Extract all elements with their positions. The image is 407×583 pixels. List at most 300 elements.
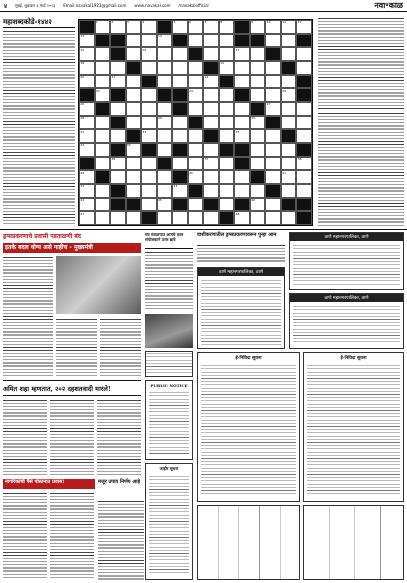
crossword-black-cell — [265, 47, 281, 61]
crossword-black-cell — [296, 143, 312, 157]
crossword-cell — [188, 61, 204, 75]
crossword-cell — [157, 47, 173, 61]
mid-photo — [145, 314, 193, 348]
crossword-clue-number: 14 — [157, 33, 162, 38]
crossword-cell — [95, 47, 111, 61]
crossword-cell — [296, 116, 312, 130]
cm-story-photo — [56, 256, 141, 314]
amit-shah-col-2 — [50, 399, 94, 475]
crossword-cell — [265, 198, 281, 212]
crossword-cell — [126, 88, 142, 102]
crossword-cell — [157, 116, 173, 130]
crossword-clue-number: 4 — [142, 20, 145, 25]
crossword-cell — [296, 184, 312, 198]
crossword-clue-number: 23 — [95, 88, 100, 93]
crossword-cell — [265, 75, 281, 89]
crossword-cell — [234, 211, 250, 225]
crossword-cell — [126, 211, 142, 225]
crossword-cell — [172, 20, 188, 34]
crossword-black-cell — [126, 61, 142, 75]
crossword-cell — [141, 47, 157, 61]
cm-headline-2: इतके बदल योग्य असे नाहीच - मुख्यमंत्री — [3, 243, 141, 253]
crossword-cell — [172, 129, 188, 143]
crossword-cell — [203, 211, 219, 225]
top-right-headline: वाशीकरणातील ड्रग्सप्रकरणावरून पुन्हा आम — [197, 232, 277, 238]
crossword-black-cell — [110, 47, 126, 61]
crossword-clue-number: 5 — [173, 20, 176, 25]
crossword-black-cell — [234, 143, 250, 157]
section-divider — [0, 229, 407, 230]
crossword-cell — [281, 116, 297, 130]
crossword-black-cell — [110, 34, 126, 48]
social-line: /navakalofficial — [178, 3, 209, 8]
crossword-cell — [203, 170, 219, 184]
crossword-cell — [95, 157, 111, 171]
crossword-cell — [126, 143, 142, 157]
crossword-cell — [172, 61, 188, 75]
crossword-cell — [141, 198, 157, 212]
cm-story-col-3 — [100, 318, 141, 376]
bottom-mid-col — [98, 500, 144, 580]
crossword-cell — [188, 157, 204, 171]
crossword-black-cell — [141, 143, 157, 157]
crossword-cell — [296, 129, 312, 143]
crossword-black-cell — [281, 129, 297, 143]
tender-notice-1 — [197, 352, 300, 502]
crossword-cell — [79, 129, 95, 143]
mid-headline: मंत्र मंत्रालयात आमचे काम संयोजकाने उत्तर द्यावे — [145, 232, 193, 249]
public-notice-title: PUBLIC NOTICE — [150, 383, 188, 388]
crossword-cell — [234, 170, 250, 184]
crossword-black-cell — [296, 198, 312, 212]
crossword-cell — [219, 88, 235, 102]
crossword-cell — [203, 157, 219, 171]
crossword-black-cell — [219, 143, 235, 157]
crossword-black-cell — [157, 20, 176, 34]
amit-shah-headline: अमित शहा म्हणतात, २०२ दहशतवादी मारले! — [3, 380, 141, 396]
crossword-cell — [95, 143, 111, 157]
thane-notice-3-title: ठाणे महानगरपालिका, ठाणे — [290, 294, 403, 302]
crossword-clue-number: 25 — [282, 88, 287, 93]
crossword-cell — [219, 116, 235, 130]
crossword-cell — [265, 88, 281, 102]
crossword-cell — [172, 47, 188, 61]
thane-notice-2 — [289, 232, 404, 290]
bottom-table-2 — [303, 505, 404, 580]
crossword-clues-left — [3, 30, 75, 226]
thane-notice-1 — [197, 267, 285, 349]
crossword-clue-number: 29 — [157, 115, 162, 120]
crossword-cell — [281, 170, 297, 184]
crossword-cell — [219, 129, 235, 143]
crossword-cell — [95, 116, 111, 130]
crossword-clue-number: 8 — [220, 20, 223, 25]
crossword-black-cell — [157, 157, 173, 171]
crossword-cell — [250, 47, 266, 61]
crossword-cell — [234, 129, 250, 143]
crossword-black-cell — [95, 102, 111, 116]
crossword-cell — [281, 143, 297, 157]
crossword-cell — [281, 47, 297, 61]
crossword-clue-number: 15 — [80, 47, 85, 52]
crossword-cell — [281, 211, 297, 225]
crossword-clue-number: 12 — [297, 20, 302, 25]
crossword-cell — [110, 129, 126, 143]
crossword-clue-number: 44 — [80, 197, 85, 202]
crossword-black-cell — [234, 88, 250, 102]
crossword-cell — [219, 198, 235, 212]
crossword-cell — [188, 34, 204, 48]
crossword-cell — [172, 211, 188, 225]
bottom-left-headline: नागरिकांची पैसे पोस्तनात प्रवास! — [3, 479, 95, 489]
crossword-black-cell — [141, 75, 157, 89]
thane-notice-3 — [289, 293, 404, 349]
crossword-cell — [126, 157, 142, 171]
crossword-cell — [234, 116, 250, 130]
crossword-cell — [157, 61, 173, 75]
crossword-cell — [219, 34, 235, 48]
crossword-cell — [157, 143, 173, 157]
thane-notice-3-body — [293, 305, 400, 345]
crossword-cell — [79, 47, 95, 61]
crossword-clue-number: 19 — [220, 61, 224, 66]
crossword-cell — [141, 184, 157, 198]
crossword-cell — [126, 116, 142, 130]
crossword-cell — [188, 88, 204, 102]
crossword-cell — [250, 129, 266, 143]
crossword-clue-number: 31 — [80, 129, 85, 134]
thane-notice-1-body — [201, 279, 281, 345]
crossword-cell — [79, 34, 95, 48]
crossword-clue-number: 35 — [126, 143, 131, 148]
bottom-mid-headline: मजूर उपाय निर्णय आहे — [98, 479, 141, 485]
small-notice-title: जाहीर सूचना — [159, 466, 179, 471]
crossword-cell — [203, 75, 219, 89]
amit-shah-col-3 — [97, 399, 141, 475]
crossword-clue-number: 20 — [80, 74, 85, 79]
crossword-cell — [110, 211, 126, 225]
date-line: मुंबई, शुक्रवार ३ मार्च २०२३ — [15, 2, 56, 8]
crossword-cell — [234, 61, 250, 75]
crossword-cell — [95, 211, 111, 225]
crossword-clue-number: 11 — [282, 20, 287, 25]
crossword-cell — [110, 20, 126, 34]
crossword-black-cell — [188, 116, 204, 130]
crossword-cell — [95, 198, 111, 212]
crossword-clue-number: 43 — [173, 184, 178, 189]
crossword-cell — [265, 34, 281, 48]
top-right-story — [197, 244, 285, 264]
crossword-cell — [141, 157, 157, 171]
thane-notice-2-body — [293, 244, 400, 286]
crossword-cell — [141, 102, 157, 116]
crossword-cell — [126, 102, 142, 116]
crossword-clue-number: 16 — [142, 47, 147, 52]
crossword-cell — [157, 129, 173, 143]
crossword-cell — [219, 157, 235, 171]
crossword-cell — [250, 184, 266, 198]
masthead: नवा॰काळ — [374, 0, 403, 10]
crossword-cell — [172, 75, 188, 89]
crossword-cell — [141, 116, 157, 130]
crossword-cell — [95, 61, 111, 75]
crossword-cell — [157, 34, 173, 48]
crossword-black-cell — [95, 34, 111, 48]
crossword-cell — [203, 20, 219, 34]
crossword-cell — [157, 170, 173, 184]
crossword-cell — [203, 47, 219, 61]
crossword-black-cell — [172, 143, 188, 157]
crossword-cell — [126, 20, 145, 34]
crossword-cell — [110, 75, 126, 89]
crossword-black-cell — [219, 211, 235, 225]
tender-2-body — [307, 364, 400, 496]
crossword-cell — [203, 88, 219, 102]
crossword-cell — [141, 170, 157, 184]
mid-story — [145, 251, 193, 311]
crossword-cell — [219, 184, 235, 198]
crossword-cell — [234, 102, 250, 116]
crossword-cell — [219, 61, 235, 75]
crossword-cell — [281, 88, 297, 102]
crossword-cell — [265, 61, 281, 75]
crossword-cell — [141, 129, 157, 143]
crossword-cell — [141, 61, 157, 75]
crossword-cell — [281, 157, 297, 171]
crossword-black-cell — [110, 143, 126, 157]
crossword-clue-number: 47 — [80, 211, 85, 216]
crossword-cell — [203, 143, 219, 157]
crossword-cell — [296, 61, 312, 75]
cm-headline-1: ड्रग्सप्रकरणाचे प्रवासी पडताळणी बंद — [3, 233, 81, 240]
crossword-cell — [79, 198, 95, 212]
crossword-cell — [157, 75, 173, 89]
crossword-clue-number: 1 — [95, 20, 98, 25]
crossword-cell — [79, 143, 95, 157]
crossword-cell — [188, 198, 204, 212]
crossword-grid — [78, 19, 313, 226]
crossword-black-cell — [250, 170, 266, 184]
crossword-cell — [188, 75, 204, 89]
crossword-cell — [157, 184, 173, 198]
crossword-black-cell — [126, 198, 142, 212]
crossword-cell — [203, 34, 219, 48]
crossword-clue-number: 30 — [251, 115, 255, 120]
crossword-cell — [265, 170, 281, 184]
crossword-black-cell — [157, 88, 173, 102]
crossword-cell — [188, 143, 204, 157]
crossword-cell — [188, 20, 204, 34]
crossword-cell — [110, 157, 126, 171]
crossword-black-cell — [250, 34, 266, 48]
crossword-black-cell — [203, 61, 219, 75]
crossword-clue-number: 33 — [235, 129, 240, 134]
crossword-cell — [296, 170, 312, 184]
small-notice-body — [149, 475, 189, 575]
crossword-clues-right-2 — [318, 112, 404, 226]
crossword-black-cell — [203, 198, 219, 212]
crossword-black-cell — [296, 88, 312, 102]
crossword-black-cell — [172, 102, 188, 116]
bottom-left-col-1 — [3, 492, 47, 580]
bottom-table-1 — [197, 505, 300, 580]
crossword-cell — [219, 47, 235, 61]
crossword-cell — [250, 143, 266, 157]
crossword-cell — [250, 211, 266, 225]
crossword-black-cell — [265, 116, 281, 130]
crossword-black-cell — [281, 198, 297, 212]
tender-notice-2 — [303, 352, 404, 502]
crossword-cell — [265, 157, 281, 171]
crossword-cell — [141, 34, 157, 48]
crossword-black-cell — [110, 116, 126, 130]
crossword-black-cell — [188, 184, 204, 198]
crossword-cell — [79, 211, 95, 225]
crossword-cell — [79, 184, 95, 198]
crossword-cell — [110, 170, 126, 184]
crossword-cell — [281, 184, 297, 198]
crossword-cell — [234, 75, 250, 89]
crossword-clue-number: 27 — [266, 102, 271, 107]
crossword-cell — [219, 170, 235, 184]
crossword-cell — [95, 129, 111, 143]
web-line: www.navakal.com — [134, 3, 171, 8]
crossword-clue-number: 2 — [111, 20, 114, 25]
crossword-cell — [296, 20, 312, 34]
crossword-black-cell — [234, 198, 250, 212]
crossword-black-cell — [110, 88, 126, 102]
crossword-cell — [95, 184, 111, 198]
crossword-cell — [188, 211, 204, 225]
crossword-clue-number: 28 — [80, 115, 85, 120]
crossword-cell — [79, 75, 95, 89]
crossword-cell — [250, 116, 266, 130]
cm-story-col-1 — [3, 256, 53, 376]
crossword-black-cell — [79, 88, 95, 102]
crossword-cell — [296, 102, 312, 116]
crossword-black-cell — [296, 75, 312, 89]
crossword-black-cell — [172, 88, 188, 102]
crossword-cell — [250, 88, 266, 102]
crossword-black-cell — [250, 102, 266, 116]
crossword-black-cell — [265, 184, 281, 198]
crossword-black-cell — [172, 198, 188, 212]
crossword-cell — [234, 184, 250, 198]
crossword-clue-number: 45 — [157, 197, 162, 202]
crossword-cell — [281, 34, 297, 48]
crossword-clue-number: 46 — [251, 197, 255, 202]
crossword-cell — [250, 20, 266, 34]
crossword-cell — [95, 20, 114, 34]
thane-notice-1-title: ठाणे महानगरपालिका, ठाणे — [198, 268, 284, 276]
crossword-cell — [265, 129, 281, 143]
crossword-clues-right-1 — [318, 17, 404, 109]
crossword-clue-number: 21 — [111, 74, 116, 79]
crossword-cell — [250, 61, 266, 75]
crossword-cell — [126, 47, 142, 61]
crossword-cell — [281, 75, 297, 89]
crossword-cell — [172, 184, 188, 198]
crossword-cell — [157, 198, 173, 212]
crossword-black-cell — [203, 129, 219, 143]
crossword-cell — [95, 88, 111, 102]
crossword-cell — [188, 170, 204, 184]
email-line: Email:navakal1923@gmail.com — [63, 3, 127, 8]
crossword-clue-number: 17 — [235, 47, 240, 52]
crossword-cell — [265, 20, 281, 34]
crossword-cell — [188, 129, 204, 143]
crossword-clue-number: 22 — [204, 74, 209, 79]
crossword-cell — [172, 116, 188, 130]
crossword-cell — [110, 102, 126, 116]
crossword-clue-number: 32 — [142, 129, 147, 134]
crossword-black-cell — [234, 20, 250, 34]
crossword-cell — [250, 75, 266, 89]
crossword-cell — [95, 75, 111, 89]
crossword-black-cell — [172, 34, 188, 48]
bottom-left-col-2 — [50, 492, 94, 580]
crossword-black-cell — [281, 61, 297, 75]
crossword-clue-number: 38 — [297, 156, 302, 161]
crossword-clue-number: 40 — [189, 170, 193, 175]
amit-shah-col-1 — [3, 399, 47, 475]
crossword-cell — [219, 102, 235, 116]
crossword-cell — [234, 47, 250, 61]
page-number: ४ — [4, 2, 8, 10]
mid-notice-box — [145, 351, 193, 377]
crossword-cell — [203, 116, 219, 130]
crossword-black-cell — [79, 157, 95, 171]
crossword-clue-number: 36 — [111, 156, 116, 161]
crossword-black-cell — [219, 75, 235, 89]
crossword-black-cell — [172, 170, 188, 184]
page-header — [0, 0, 407, 12]
crossword-cell — [79, 61, 95, 75]
crossword-cell — [141, 20, 157, 34]
crossword-cell — [79, 170, 95, 184]
public-notice-body — [149, 391, 189, 455]
crossword-black-cell — [296, 34, 312, 48]
small-notice-box — [145, 463, 193, 580]
crossword-black-cell — [234, 157, 250, 171]
crossword-clue-number: 41 — [282, 170, 287, 175]
thane-notice-2-title: ठाणे महानगरपालिका, ठाणे — [290, 233, 403, 241]
crossword-cell — [265, 143, 281, 157]
crossword-cell — [110, 61, 126, 75]
crossword-cell — [126, 170, 142, 184]
public-notice-box — [145, 380, 193, 460]
crossword-cell — [157, 102, 173, 116]
crossword-black-cell — [296, 211, 312, 225]
crossword-cell — [250, 198, 266, 212]
crossword-cell — [157, 211, 173, 225]
crossword-clue-number: 9 — [251, 20, 254, 25]
crossword-clue-number: 3 — [126, 20, 129, 25]
crossword-cell — [141, 88, 157, 102]
tender-2-title: ई-निविदा सूचना — [340, 356, 367, 361]
tender-1-body — [201, 364, 296, 496]
crossword-cell — [126, 184, 142, 198]
crossword-clue-number: 48 — [235, 211, 240, 216]
crossword-clue-number: 26 — [80, 102, 85, 107]
crossword-cell — [296, 157, 312, 171]
crossword-clue-number: 10 — [266, 20, 271, 25]
crossword-clue-number: 7 — [204, 20, 207, 25]
crossword-title: महाशब्दकोडे-१४४२ — [3, 17, 75, 28]
crossword-cell — [296, 47, 312, 61]
crossword-black-cell — [188, 47, 204, 61]
crossword-cell — [281, 20, 297, 34]
